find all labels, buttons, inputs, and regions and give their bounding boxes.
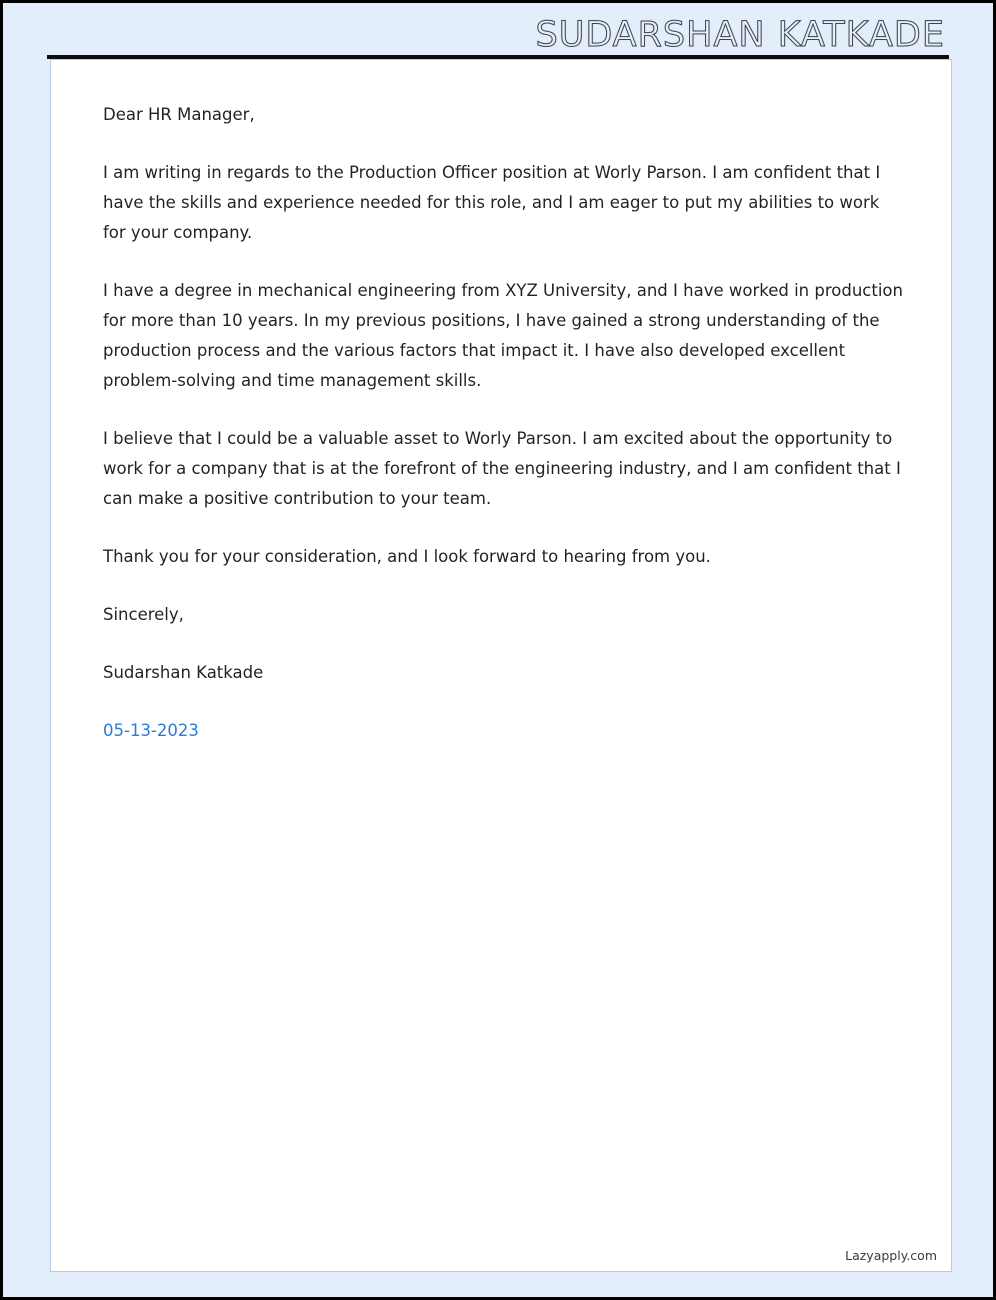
salutation: Dear HR Manager, — [103, 105, 255, 124]
paragraph-3: I believe that I could be a valuable asset to Worly Parson. I am excited about the opportunity to work for a company that is at the forefront of the engineering industry, and I am confident that I can make a positive contribution to your team. — [103, 429, 901, 508]
paragraph-1: I am writing in regards to the Production Officer position at Worly Parson. I am confident that I have the skills and experience needed for this role, and I am eager to put my abilities to work for your company. — [103, 163, 881, 242]
closing: Sincerely, — [103, 605, 184, 624]
page-title: SUDARSHAN KATKADE — [535, 15, 945, 55]
letter-body — [103, 100, 903, 774]
letter-date: 05-13-2023 — [103, 721, 199, 740]
footer-credit: Lazyapply.com — [845, 1248, 937, 1263]
paragraph-4: Thank you for your consideration, and I look forward to hearing from you. — [103, 547, 711, 566]
letterhead — [3, 3, 993, 55]
paragraph-2: I have a degree in mechanical engineering from XYZ University, and I have worked in production for more than 10 years. In my previous positions, I have gained a strong understanding of the production process and the various factors that impact it. I have also developed excellent problem-solving and time management skills. — [103, 281, 903, 390]
signature-name: Sudarshan Katkade — [103, 663, 264, 682]
letter-sheet — [50, 59, 952, 1272]
